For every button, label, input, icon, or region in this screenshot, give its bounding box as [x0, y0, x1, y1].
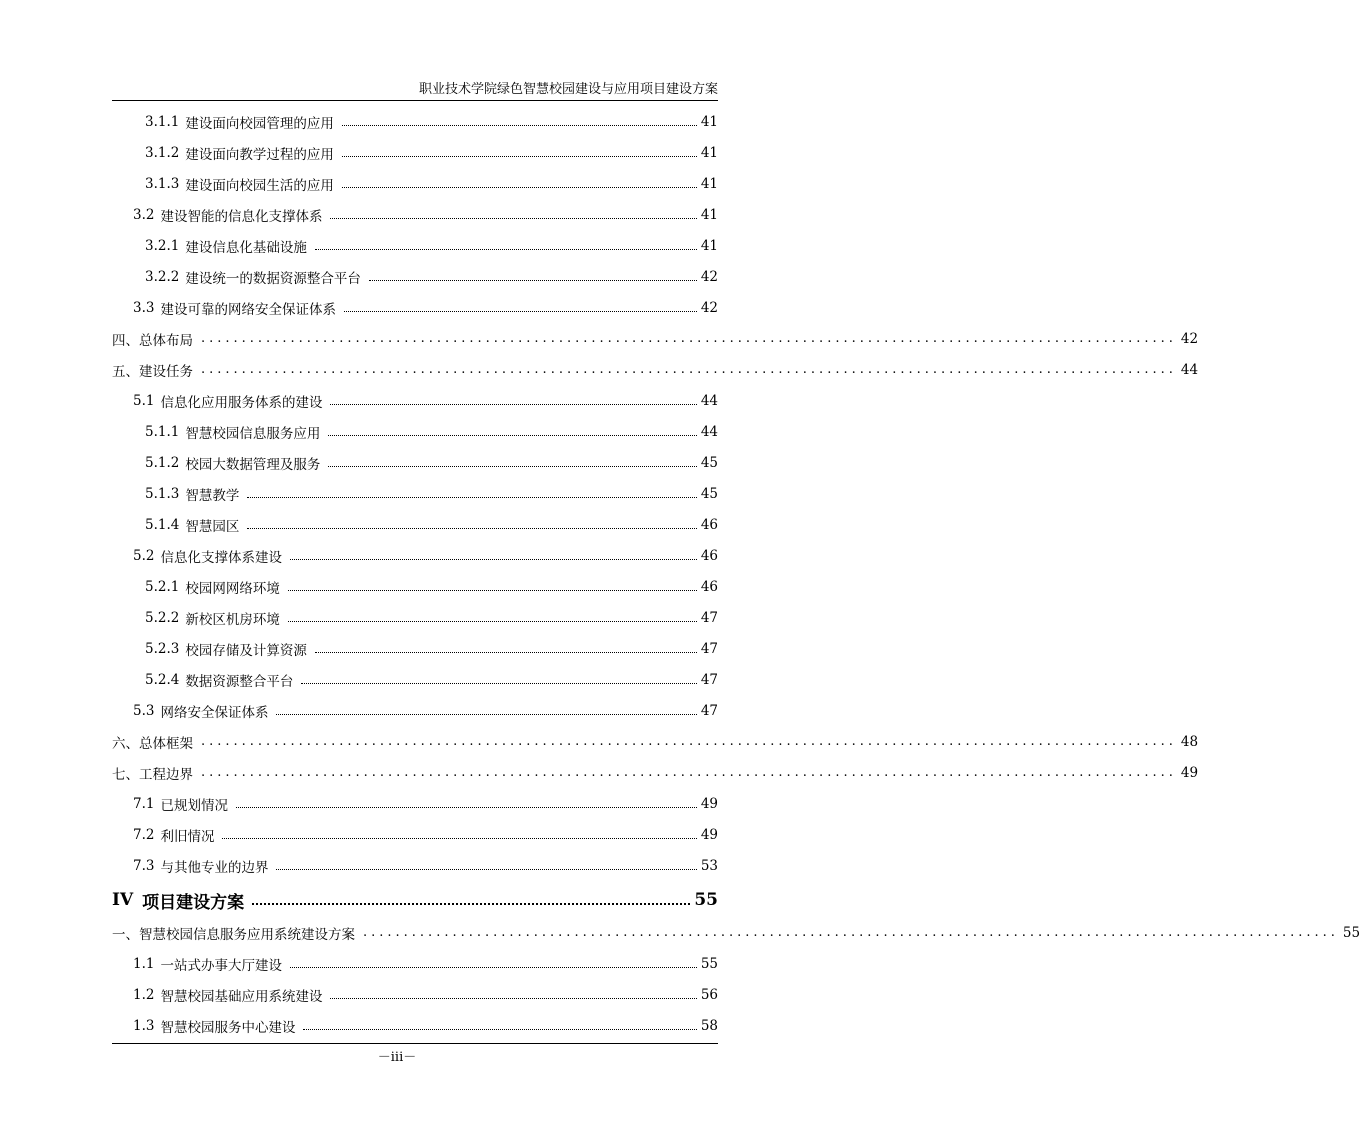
toc-entry-number: 3.2.2 — [145, 268, 180, 285]
toc-entry-page: 48 — [1180, 733, 1199, 750]
toc-entry-title: 智慧校园信息服务应用 — [185, 425, 321, 442]
toc-entry-leader — [328, 466, 696, 467]
toc-entry-title: 建设任务 — [139, 363, 193, 380]
toc-entry-page: 58 — [700, 1017, 718, 1034]
toc-entry-title: 项目建设方案 — [142, 892, 245, 913]
toc-entry-page: 41 — [700, 175, 718, 192]
toc-entry-page: 53 — [700, 857, 718, 874]
toc-entry-page: 46 — [700, 547, 718, 564]
toc-entry-number: 四、 — [112, 332, 139, 349]
toc-entry-number: 5.1.1 — [145, 423, 180, 440]
toc-entry-title: 信息化应用服务体系的建设 — [160, 394, 323, 411]
toc-entry-number: 7.2 — [133, 826, 155, 843]
toc-entry-page: 41 — [700, 113, 718, 130]
toc-entry-page: 55 — [1342, 924, 1360, 941]
toc-entry[interactable] — [112, 168, 718, 199]
toc-entry-page: 55 — [700, 955, 718, 972]
toc-entry-title: 建设面向教学过程的应用 — [185, 146, 334, 163]
toc-entry[interactable] — [112, 571, 718, 602]
toc-entry-leader — [236, 807, 697, 808]
toc-entry-leader — [288, 590, 697, 591]
toc-entry-leader — [330, 998, 696, 999]
toc-entry[interactable] — [112, 137, 718, 168]
toc-entry-number: 3.2 — [133, 206, 155, 223]
toc-entry-page: 47 — [700, 640, 718, 657]
toc-entry-page: 49 — [1180, 764, 1199, 781]
toc-entry-page: 46 — [700, 578, 718, 595]
toc-entry[interactable] — [112, 385, 718, 416]
toc-entry-page: 47 — [700, 671, 718, 688]
toc-entry-page: 56 — [700, 986, 718, 1003]
toc-entry-leader — [288, 621, 697, 622]
toc-entry-page: 41 — [700, 206, 718, 223]
toc-entry[interactable] — [112, 819, 718, 850]
toc-entry-title: 建设智能的信息化支撑体系 — [160, 208, 323, 225]
toc-entry-page: 42 — [1180, 330, 1199, 347]
toc-entry-leader: ........................................................................................................................ — [201, 362, 1177, 377]
toc-entry[interactable] — [112, 948, 718, 979]
toc-entry-page: 42 — [700, 268, 718, 285]
toc-entry-leader — [315, 249, 697, 250]
toc-entry[interactable] — [112, 447, 718, 478]
toc-entry-title: 建设面向校园生活的应用 — [185, 177, 334, 194]
toc-entry[interactable] — [112, 292, 718, 323]
toc-entry[interactable] — [112, 509, 718, 540]
toc-entry-leader — [344, 311, 697, 312]
toc-entry-number: 1.2 — [133, 986, 155, 1003]
toc-entry-leader — [247, 528, 696, 529]
toc-entry[interactable] — [112, 633, 718, 664]
toc-entry[interactable] — [112, 850, 718, 881]
toc-entry-title: 智慧校园信息服务应用系统建设方案 — [139, 926, 355, 943]
toc-entry-title: 总体布局 — [139, 332, 193, 349]
toc-entry-number: 五、 — [112, 363, 139, 380]
toc-entry-leader — [222, 838, 696, 839]
toc-entry-number: 七、 — [112, 766, 139, 783]
toc-entry-title: 校园存储及计算资源 — [185, 642, 307, 659]
toc-entry[interactable] — [112, 416, 718, 447]
toc-entry-leader — [290, 967, 697, 968]
toc-entry-leader — [247, 497, 696, 498]
toc-entry-title: 智慧教学 — [185, 487, 240, 504]
toc-entry-leader — [342, 187, 697, 188]
toc-entry-page: 45 — [700, 454, 718, 471]
toc-entry-number: 六、 — [112, 735, 139, 752]
toc-entry-number: 7.3 — [133, 857, 155, 874]
toc-entry[interactable] — [112, 1010, 718, 1041]
toc-entry-title: 网络安全保证体系 — [160, 704, 269, 721]
toc-entry[interactable] — [112, 199, 718, 230]
toc-entry-number: 5.1 — [133, 392, 155, 409]
toc-entry[interactable] — [112, 664, 718, 695]
toc-entry-title: 校园网网络环境 — [185, 580, 280, 597]
toc-entry-title: 已规划情况 — [160, 797, 228, 814]
toc-entry-title: 利旧情况 — [160, 828, 215, 845]
toc-entry[interactable] — [112, 261, 718, 292]
toc-entry-page: 41 — [700, 237, 718, 254]
toc-entry[interactable] — [112, 788, 718, 819]
toc-entry-number: 5.2 — [133, 547, 155, 564]
toc-entry[interactable] — [112, 230, 718, 261]
footer-rule — [112, 1043, 718, 1044]
toc-entry-leader — [330, 218, 696, 219]
toc-entry-number: 1.3 — [133, 1017, 155, 1034]
toc-entry-page: 49 — [700, 795, 718, 812]
toc-entry-number: 3.2.1 — [145, 237, 180, 254]
toc-entry[interactable] — [112, 917, 1360, 948]
toc-entry-number: 一、 — [112, 926, 139, 943]
toc-entry-leader — [369, 280, 697, 281]
toc-entry[interactable] — [112, 540, 718, 571]
toc-entry-page: 41 — [700, 144, 718, 161]
running-header-title: 职业技术学院绿色智慧校园建设与应用项目建设方案 — [418, 82, 718, 97]
toc-entry-page: 49 — [700, 826, 718, 843]
table-of-contents — [112, 106, 1360, 1041]
toc-entry-number: 3.1.1 — [145, 113, 180, 130]
toc-entry[interactable] — [112, 726, 1199, 757]
toc-entry-title: 建设统一的数据资源整合平台 — [185, 270, 361, 287]
toc-entry-number: 7.1 — [133, 795, 155, 812]
toc-entry-title: 智慧校园基础应用系统建设 — [160, 988, 323, 1005]
toc-entry-page: 47 — [700, 609, 718, 626]
toc-entry-number: 5.2.2 — [145, 609, 180, 626]
toc-entry-leader: ........................................................................................................................ — [201, 734, 1177, 749]
toc-entry-title: 与其他专业的边界 — [160, 859, 269, 876]
toc-entry-leader — [328, 435, 696, 436]
toc-entry[interactable] — [112, 106, 718, 137]
toc-entry-title: 校园大数据管理及服务 — [185, 456, 321, 473]
toc-entry-page: 47 — [700, 702, 718, 719]
toc-entry-title: 建设面向校园管理的应用 — [185, 115, 334, 132]
toc-entry-page: 46 — [700, 516, 718, 533]
toc-entry-leader: ........................................................................................................................ — [363, 925, 1339, 940]
toc-entry-leader — [315, 652, 697, 653]
toc-entry-page: 44 — [700, 392, 718, 409]
toc-entry-leader — [301, 683, 696, 684]
toc-entry-page: 45 — [700, 485, 718, 502]
toc-entry-leader — [276, 714, 696, 715]
toc-entry[interactable] — [112, 757, 1199, 788]
toc-entry-page: 55 — [694, 890, 718, 910]
toc-entry-page: 44 — [700, 423, 718, 440]
toc-entry-leader — [330, 404, 696, 405]
toc-entry[interactable] — [112, 883, 718, 917]
toc-entry-title: 总体框架 — [139, 735, 193, 752]
toc-entry-leader: ........................................................................................................................ — [201, 331, 1177, 346]
toc-entry-title: 智慧园区 — [185, 518, 240, 535]
toc-entry-title: 新校区机房环境 — [185, 611, 280, 628]
toc-entry-number: 5.2.4 — [145, 671, 180, 688]
toc-entry-leader — [276, 869, 696, 870]
toc-entry-leader — [252, 903, 690, 905]
toc-entry[interactable] — [112, 695, 718, 726]
toc-entry-number: 5.2.3 — [145, 640, 180, 657]
toc-entry-leader: ........................................................................................................................ — [201, 765, 1177, 780]
toc-entry[interactable] — [112, 323, 1199, 354]
toc-entry-number: 5.1.2 — [145, 454, 180, 471]
toc-entry-title: 工程边界 — [139, 766, 193, 783]
toc-entry-leader — [342, 125, 697, 126]
page-number: －iii－ — [377, 1050, 417, 1065]
toc-entry-leader — [342, 156, 697, 157]
toc-entry[interactable] — [112, 602, 718, 633]
toc-entry-number: IV — [112, 890, 134, 910]
toc-entry[interactable] — [112, 478, 718, 509]
header-rule — [112, 100, 718, 101]
toc-entry-title: 建设可靠的网络安全保证体系 — [160, 301, 336, 318]
toc-entry-title: 智慧校园服务中心建设 — [160, 1019, 296, 1036]
toc-entry-number: 5.1.3 — [145, 485, 180, 502]
toc-entry[interactable] — [112, 979, 718, 1010]
toc-entry-title: 信息化支撑体系建设 — [160, 549, 282, 566]
toc-entry-number: 5.3 — [133, 702, 155, 719]
toc-entry-title: 建设信息化基础设施 — [185, 239, 307, 256]
toc-entry-number: 3.1.2 — [145, 144, 180, 161]
toc-entry-title: 数据资源整合平台 — [185, 673, 294, 690]
toc-entry-number: 3.3 — [133, 299, 155, 316]
toc-entry-page: 44 — [1180, 361, 1199, 378]
toc-entry-number: 5.2.1 — [145, 578, 180, 595]
toc-entry-title: 一站式办事大厅建设 — [160, 957, 282, 974]
toc-entry-leader — [303, 1029, 696, 1030]
toc-entry-number: 3.1.3 — [145, 175, 180, 192]
toc-entry-number: 1.1 — [133, 955, 155, 972]
toc-entry-page: 42 — [700, 299, 718, 316]
toc-entry-leader — [290, 559, 697, 560]
toc-entry-number: 5.1.4 — [145, 516, 180, 533]
toc-entry[interactable] — [112, 354, 1199, 385]
